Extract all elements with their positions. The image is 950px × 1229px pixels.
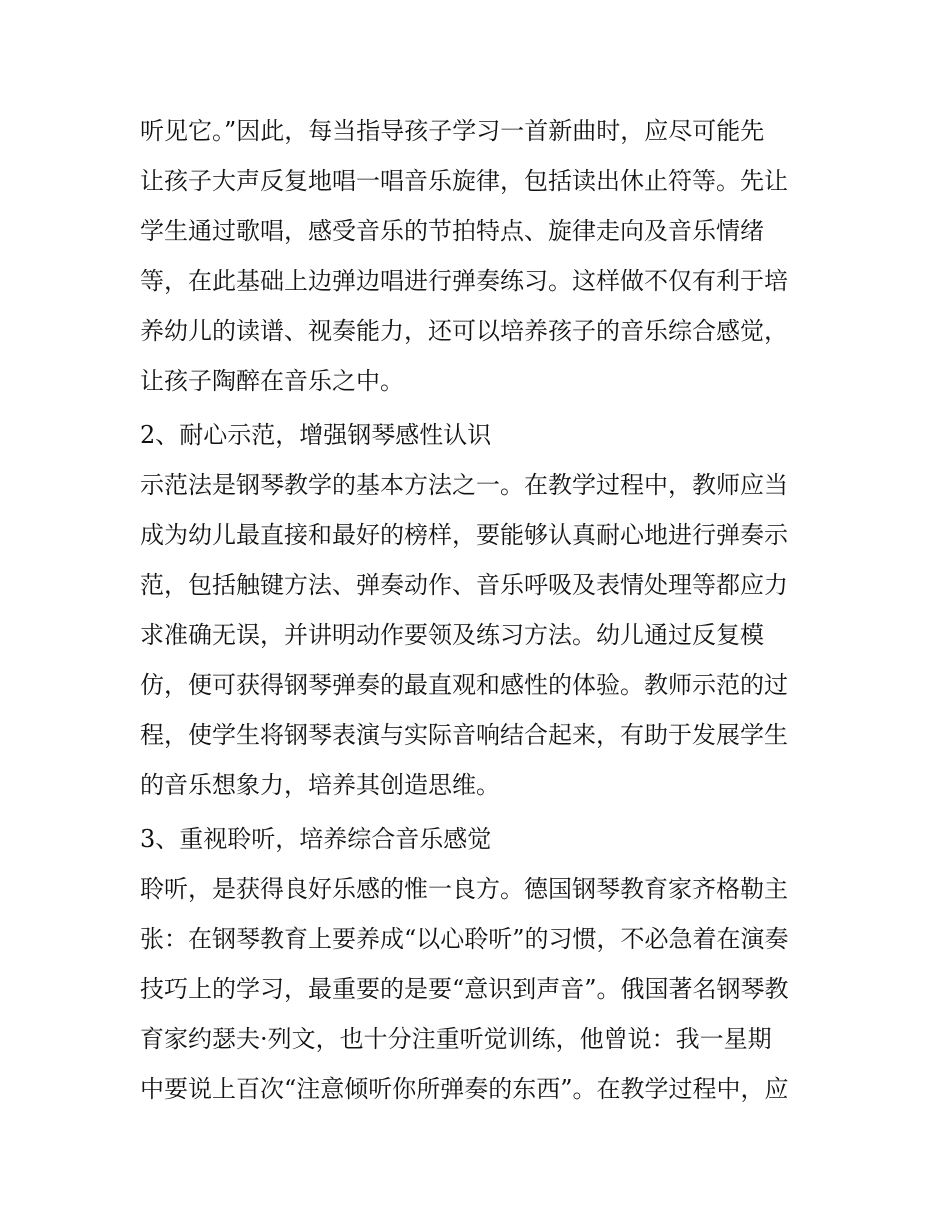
paragraph-2-line-6: 程，使学生将钢琴表演与实际音响结合起来，有助于发展学生 [140,721,788,749]
paragraph-3-line-4: 育家约瑟夫·列文，也十分注重听觉训练，他曾说：我一星期 [140,1025,772,1053]
section-3-heading: 3、重视聆听，培养综合音乐感觉 [140,825,492,853]
paragraph-1-line-1: 听见它。”因此，每当指导孩子学习一首新曲时，应尽可能先 [140,117,765,145]
paragraph-1-line-3: 学生通过歌唱，感受音乐的节拍特点、旋律走向及音乐情绪 [140,217,764,245]
paragraph-1-line-5: 养幼儿的读谱、视奏能力，还可以培养孩子的音乐综合感觉， [140,317,788,345]
paragraph-1-line-6: 让孩子陶醉在音乐之中。 [140,367,404,395]
paragraph-3-line-2: 张：在钢琴教育上要养成“以心聆听”的习惯，不必急着在演奏 [140,925,789,953]
paragraph-3-line-3: 技巧上的学习，最重要的是要“意识到声音”。俄国著名钢琴教 [140,975,789,1003]
paragraph-1-line-2: 让孩子大声反复地唱一唱音乐旋律，包括读出休止符等。先让 [140,167,788,195]
paragraph-3-line-1: 聆听，是获得良好乐感的惟一良方。德国钢琴教育家齐格勒主 [140,875,788,903]
paragraph-3-line-5: 中要说上百次“注意倾听你所弹奏的东西”。在教学过程中，应 [140,1075,789,1103]
paragraph-2-line-4: 求准确无误，并讲明动作要领及练习方法。幼儿通过反复模 [140,621,764,649]
paragraph-1-line-4: 等，在此基础上边弹边唱进行弹奏练习。这样做不仅有利于培 [140,267,788,295]
paragraph-2-line-3: 范，包括触键方法、弹奏动作、音乐呼吸及表情处理等都应力 [140,571,788,599]
paragraph-2-line-7: 的音乐想象力，培养其创造思维。 [140,771,500,799]
paragraph-2-line-2: 成为幼儿最直接和最好的榜样，要能够认真耐心地进行弹奏示 [140,521,788,549]
paragraph-2-line-1: 示范法是钢琴教学的基本方法之一。在教学过程中，教师应当 [140,471,788,499]
section-2-heading: 2、耐心示范，增强钢琴感性认识 [140,421,492,449]
paragraph-2-line-5: 仿，便可获得钢琴弹奏的最直观和感性的体验。教师示范的过 [140,671,788,699]
